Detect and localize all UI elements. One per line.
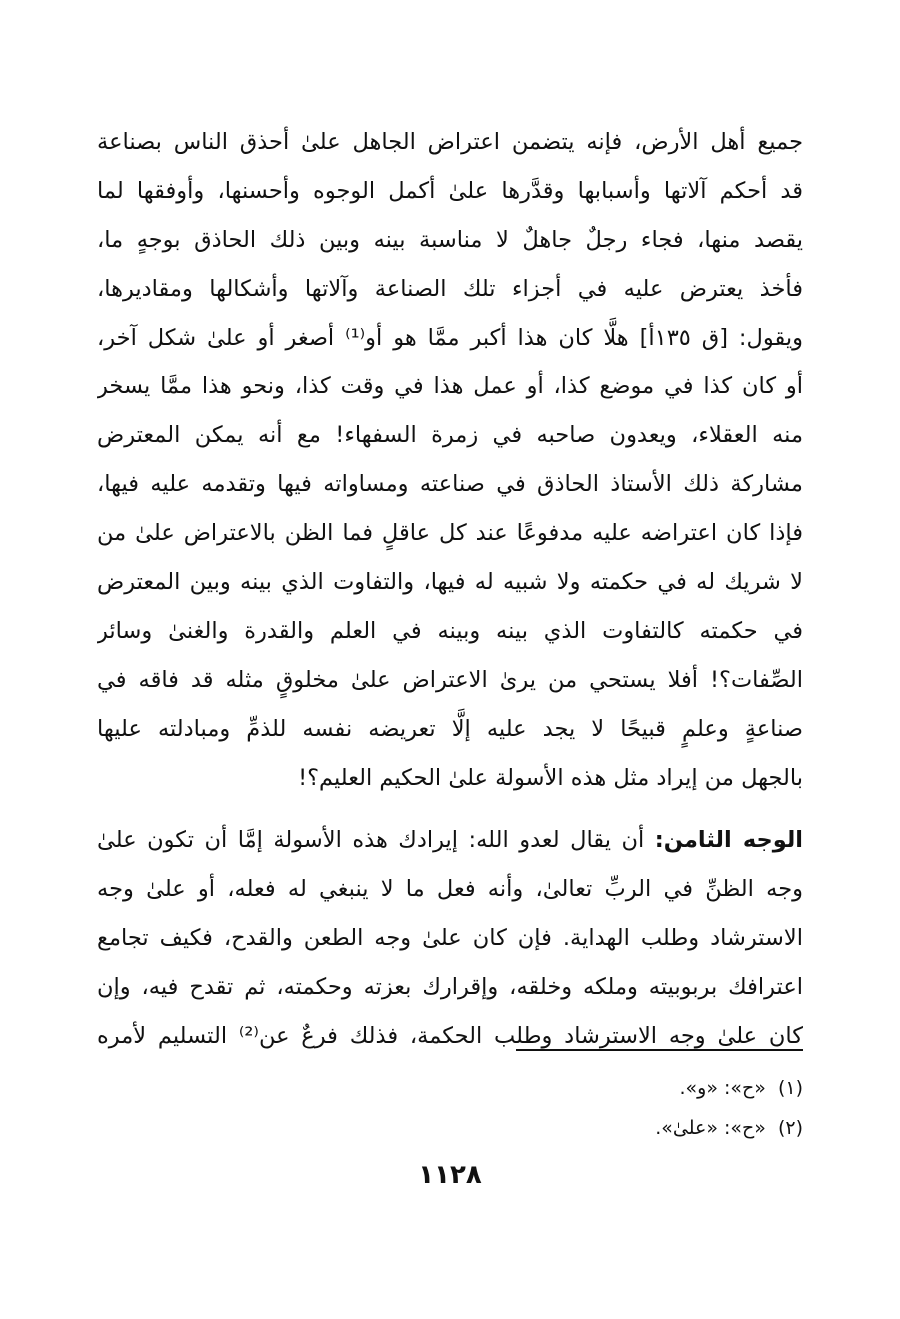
main-text: [97, 118, 803, 1061]
text-line: لا شريك له في حكمته ولا شبيه له فيها، والتفاوت الذي بينه وبين المعترض: [97, 569, 803, 596]
text-line: في حكمته كالتفاوت الذي بينه وبينه في العلم والقدرة والغنىٰ وسائر: [97, 617, 803, 644]
footnote: [97, 1108, 803, 1148]
text-line: منه العقلاء، ويعدون صاحبه في زمرة السفهاء! مع أنه يمكن المعترض: [97, 422, 803, 449]
text-line: كان علىٰ وجه الاسترشاد وطلب الحكمة، فذلك فرعٌ عن⁽²⁾ التسليم لأمره: [97, 1023, 803, 1050]
text-line: يقصد منها، فجاء رجلٌ جاهلٌ لا مناسبة بينه وبين ذلك الحاذق بوجهٍ ما،: [97, 226, 803, 253]
text-line: قد أحكم آلاتها وأسبابها وقدَّرها علىٰ أكمل الوجوه وأحسنها، وأوفقها لما: [97, 177, 803, 204]
text-line: وجه الظنِّ في الربِّ تعالىٰ، وأنه فعل ما لا ينبغي له فعله، أو علىٰ وجه: [97, 876, 803, 903]
text-line: أو كان كذا في موضع كذا، أو عمل هذا في وقت كذا، ونحو هذا ممَّا يسخر: [97, 373, 803, 400]
text-line: بالجهل من إيراد مثل هذه الأسولة علىٰ الحكيم العليم؟!: [298, 764, 803, 791]
document-page: [97, 0, 803, 1319]
text-line: اعترافك بربوبيته وملكه وخلقه، وإقرارك بعزته وحكمته، ثم تقدح فيه، وإن: [97, 974, 803, 1001]
page-number: ١١٢٨: [418, 1160, 482, 1190]
paragraph-gap: [97, 802, 803, 816]
text-line: ويقول: [ق ١٣٥أ] هلَّا كان هذا أكبر ممَّا هو أو⁽¹⁾ أصغر أو علىٰ شكل آخر،: [97, 324, 803, 351]
text-line: الاسترشاد وطلب الهداية. فإن كان علىٰ وجه الطعن والقدح، فكيف تجامع: [97, 925, 803, 952]
footnote-text: «ح»: «علىٰ».: [655, 1117, 766, 1139]
footnote-number: (١): [777, 1077, 803, 1099]
footnote-text: «ح»: «و».: [679, 1077, 766, 1099]
text-line: فأخذ يعترض عليه في أجزاء تلك الصناعة وآلاتها وأشكالها ومقاديرها،: [97, 275, 803, 302]
section-heading: الوجه الثامن:: [654, 827, 803, 854]
footnotes: [97, 1068, 803, 1148]
text-line: جميع أهل الأرض، فإنه يتضمن اعتراض الجاهل علىٰ أحذق الناس بصناعة: [97, 129, 803, 155]
footnote-number: (٢): [777, 1117, 803, 1139]
footnote: [97, 1068, 803, 1108]
footnote-separator: [516, 1049, 803, 1051]
text-line: [97, 816, 803, 865]
text-line: مشاركة ذلك الأستاذ الحاذق في صناعته ومساواته فيها وتقدمه عليه فيها،: [97, 471, 803, 498]
text-line: صناعةٍ وعلمٍ قبيحًا لا يجد عليه إلَّا تعريضه نفسه للذمِّ ومبادلته عليها: [97, 715, 803, 742]
text-span: أن يقال لعدو الله: إيرادك هذه الأسولة إمَّا أن تكون علىٰ: [97, 827, 655, 854]
text-line: فإذا كان اعتراضه عليه مدفوعًا عند كل عاقلٍ فما الظن بالاعتراض علىٰ من: [97, 520, 803, 547]
text-line: الصِّفات؟! أفلا يستحي من يرىٰ الاعتراض علىٰ مخلوقٍ مثله قد فاقه في: [97, 666, 803, 693]
